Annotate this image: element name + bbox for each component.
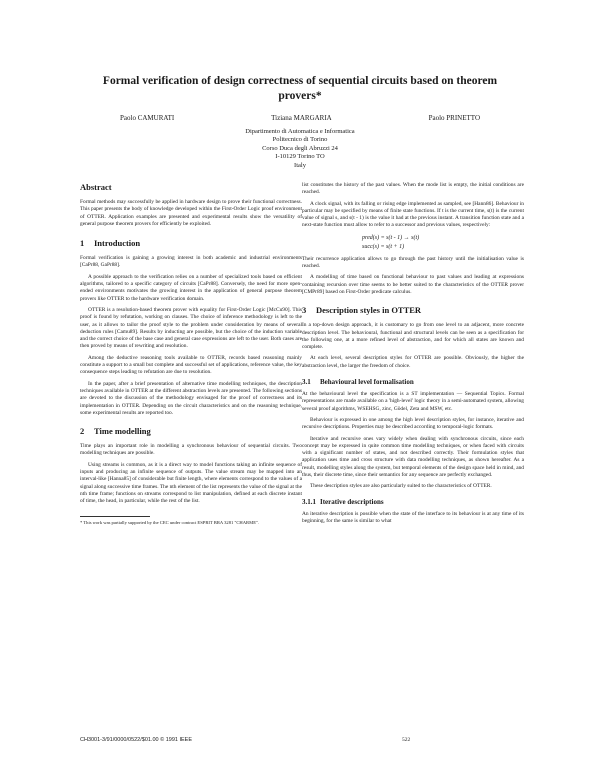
paragraph: A modelling of time based on functional behaviour to past values and leading at expressions containing recursion over time seems to be better suited to the characteristics of the OTTER prover [CMPr89] based on First-Order predicate calculus. [302,274,524,295]
paragraph: Among the deductive reasoning tools available to OTTER, records based reasoning mainly constitute a support to a small but complete and successful set of applications, reference value, the key consequence steps leading to refutation are due to resolution. [80,354,302,376]
affiliation-line: Dipartimento di Automatica e Informatica [245,128,355,135]
paragraph: In a top-down design approach, it is customary to go from one level to an adjacent, more concrete description level. The behavioural, functional and structural levels can be seen as a specification for the following one, at a more refined level of abstraction, and for which all states are known and complete. [302,322,524,351]
affiliation-line: I-10129 Torino TO [275,153,325,161]
subsection-heading-behavioural [302,378,524,386]
section-number: 2 [80,426,85,437]
paragraph: A possible approach to the verification relies on a number of specialized tools based on efficient algorithms, tailored to a specific category of circuits [CaPr88]. Conversely, the need for more open-ended environments motivates the growing interest in the application of general purpose theorem provers like OTTER to the hardware verification domain. [80,273,302,302]
section-heading-time-modelling [80,426,302,436]
paragraph: Time plays an important role in modelling a synchronous behaviour of sequential circuits. Two modelling techniques are possible. [80,443,302,457]
affiliation-line: Politecnico di Torino [272,136,328,144]
right-column [302,182,524,529]
paragraph: Behaviour is expressed in one among the high level description styles, for instance, iterative and recursive descriptions. Properties may be described according to temporal-logic formats. [302,416,524,431]
author-name: Tiziana MARGARIA [271,114,332,122]
paragraph: In the paper, after a brief presentation of alternative time modelling techniques, the description techniques available in OTTER at the different abstraction levels are presented. The following sections are devoted to the discussion of the methodology envisaged for the proof of correctness and its implementation in OTTER. Depending on the circuit characteristics and on the reasoning technique, some experimental results are reported too. [80,380,302,416]
subsection-number: 3.1.1 [302,497,316,506]
section-title: Description styles in OTTER [316,305,422,316]
copyright-line: CH3001-3/91/0000/0522/$01.00 © 1991 IEEE [80,737,192,743]
affiliation-line: Corso Duca degli Abruzzi 24 [262,144,338,152]
paragraph: These description styles are also particularly suited to the characteristics of OTTER. [310,483,492,490]
author-list [120,114,480,122]
section-heading-introduction [80,238,302,248]
section-title: Time modelling [94,426,151,437]
left-column [80,182,302,526]
author-name: Paolo PRINETTO [428,114,480,122]
paragraph: An iterative description is possible when the state of the interface to its behaviour is at any time of its beginning, for the same is similar to what [302,510,524,524]
paragraph: Their recurrence application allows to go through the past history until the initialisation value is reached. [302,255,524,270]
affiliation-line: Italy [294,161,306,169]
author-name: Paolo CAMURATI [120,114,175,122]
formula: succ(s) = s(t + 1) [362,243,405,250]
footnote: * This work was partially supported by the CEC under contract ESPRIT BRA 3281 "CHARME". [80,519,260,525]
paragraph: Iterative and recursive ones vary widely when dealing with synchronous circuits, since each concept may be expressed in quite common time modelling techniques, or when faced with circuits with a significant number of states, and not described correctly. Their formulation styles that application uses time and cross structure with data modelling techniques, as shown hereafter. As a result, modelling styles along the system, but temporal elements of the design space held in mind, and thus, their discrete time, since their semantics for any sequence are perfectly exchanged. [302,435,524,479]
section-title: Introduction [94,238,141,249]
footnote-rule [80,516,150,517]
subsection-number: 3.1 [302,378,311,387]
paper-title: Formal verification of design correctness of sequential circuits based on theorem provers* [102,75,498,102]
subsection-heading-iterative [302,498,524,506]
paragraph: Using streams is common, as it is a direct way to model functions taking an infinite sequence of inputs and producing an infinite sequence of outputs. The value stream may be mapped into an interval-like [Hanna85] of considerable but finite length, where elements correspond to the values of a signal along successive time frames. The nth element of the list represents the value of the signal at the nth time frame; functions on streams correspond to list manipulation, defined at each discrete instant of time, the head, in particular, while the rest of the list. [80,461,302,505]
affiliation [200,128,400,170]
abstract-text: Formal methods may successfully be applied in hardware design to prove their functional correctness. This paper presents the body of knowledge developed within the First-Order Logic proof environment of OTTER. Application examples are presented and experimental results show the versatility of general purpose theorem provers for efficiently be exploited. [80,199,302,227]
section-number: 3 [302,305,307,316]
section-heading-description-styles [302,305,524,315]
subsection-title: Behavioural level formalisation [320,378,414,387]
abstract-heading: Abstract [80,182,112,192]
paragraph: OTTER is a resolution-based theorem prover with equality for First-Order Logic [McCu90]. This proof is found by refutation, working on clauses. The choice of inference methodology is left to the user, as it allows to tailor the proof style to the problem under consideration by means of several deduction rules [Camu89]. Results by inducting are possible, but the choice of the induction variable and the correct choice of the base case and general case expressions are left to the user. Both cases are then proved by means of rewriting and resolution. [80,306,302,350]
section-number: 1 [80,238,85,249]
paragraph: At the behavioural level the specification is a ST implementation — Sequential Topics. Formal representations are made available on a 'high-level' logic theory in a semi-automated system, allowing several proof algorithms, WSEHSG, zinc, Gödel, Zeta and MSW, etc. [302,391,524,412]
paragraph: Formal verification is gaining a growing interest in both academic and industrial environments [CaPr88, GaPr88]. [80,255,302,269]
formula: pred(s) = s(t - 1) → s(t) [362,234,420,241]
paragraph: A clock signal, with its falling or rising edge implemented as sampled, see [Hann86]. Behaviour in particular may be specified by means of finite state functions. If t is the current time, s(t) is the current value of signal s, and s(t - 1) is the value it had at the previous instant. A transition function state and a next-state function must allow to refer to a successor and previous values, respectively: [302,200,524,229]
paragraph: At each level, several description styles for OTTER are possible. Obviously, the higher the abstraction level, the larger the freedom of choice. [302,355,524,369]
subsection-title: Iterative descriptions [320,497,384,506]
page-number: 522 [402,737,411,743]
paragraph: list constitutes the history of the past values. When the mode list is empty, the initial conditions are reached. [302,182,524,196]
